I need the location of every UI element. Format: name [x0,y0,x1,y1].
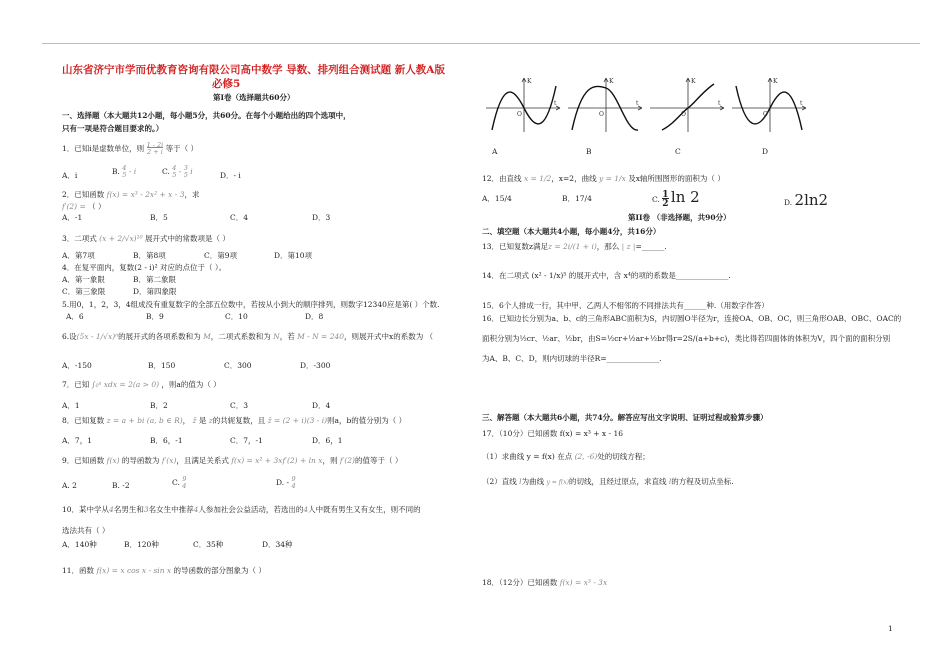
q10-option-d: D．34种 [262,540,293,549]
q7-option-c: C．3 [230,401,249,410]
q5-option-b: B．9 [146,312,164,321]
q10-option-b: B．120种 [124,540,159,549]
q8-stem: 8．已知复数 z = a + bi (a, b ∈ R)， z̄ 是 z的共轭复数，且 z̄ = (2 + i)(3 - i)则a，b的值分别为（ ） [62,416,407,425]
part1-heading: 第Ⅰ卷（选择题共60分） [213,93,295,102]
q2-option-a: A．-1 [62,213,83,222]
axis-t-label: t [800,100,803,107]
graph-label-b: B [586,147,592,156]
q2-option-d: D．3 [312,213,331,222]
q4-stem: 4．在复平面内，复数(2 - i)² 对应的点位于（ ）。 [62,263,227,272]
axis-k-label: K [773,78,778,85]
q12-option-a: A．15/4 [482,194,512,203]
q2-option-b: B．5 [150,213,168,222]
graph-label-c: C [675,147,681,156]
graph-c[interactable] [648,74,728,134]
axis-o-label: O [599,111,604,118]
q9-option-b: B. -2 [112,481,130,490]
q5-stem: 5.用0，1，2，3，4组成没有重复数字的全部五位数中，若按从小到大的顺序排列，则数字12340应是第( ）个数. [62,300,440,309]
axis-o-label: O [763,111,768,118]
q4-option-b: B．第二象限 [133,275,177,284]
q14-stem: 14．在二项式 (x² - 1/x)⁵ 的展开式中，含 x⁴的项的系数是______________. [482,271,731,280]
q9-stem: 9．已知函数 f(x) 的导函数为 f′(x)，且满足关系式 f(x) = x² + 3xf′(2) + ln x，则 f′(2)的值等于（ ） [62,456,403,465]
q6-option-c: C．300 [224,361,252,370]
axis-k-label: K [691,78,696,85]
q10-option-c: C．35种 [193,540,224,549]
q11-stem: 11．函数 f(x) = x cos x - sin x 的导函数的部分图象为（ ） [62,566,266,575]
q12-option-d: D. 2ln2 [784,191,829,209]
q17-stem: 17．（10分）已知函数 f(x) = x³ + x - 16 [482,429,624,438]
q13-stem: 13．已知复数z满足z = 2i/(1 + i)，那么 | z |=______. [482,242,667,251]
section1-heading: 一、选择题（本大题共12小题，每小题5分，共60分。在每个小题给出的四个选项中， [62,111,351,120]
q2-stem: 2．已知函数 f(x) = x³ - 2x² + x - 3，求 [62,190,200,199]
q1-option-c: C. 4 5 - 3 5 i [162,164,193,179]
q5-option-a: A．6 [66,312,84,321]
q3-stem: 3．二项式 (x + 2/√x)¹⁰ 展开式中的常数项是（ ） [62,234,230,243]
axis-o-label: O [681,111,686,118]
q7-option-a: A．1 [62,401,80,410]
axis-t-label: t [718,100,721,107]
q7-option-b: B．2 [150,401,168,410]
graph-b[interactable] [566,74,646,134]
q4-option-a: A．第一象限 [62,275,105,284]
q3-option-d: D．第10项 [274,251,313,260]
graph-d[interactable] [730,74,810,134]
axis-o-label: O [517,111,522,118]
section2-heading: 二、填空题（本大题共4小题，每小题4分，共16分） [482,227,661,236]
section3-heading: 三、解答题（本大题共6小题，共74分。解答应写出文字说明、证明过程或验算步骤） [482,413,768,422]
q17-part1: （1）求曲线 y = f(x) 在点 (2, -6)处的切线方程； [482,452,650,461]
q8-option-b: B．6，-1 [150,436,183,445]
q16-line1: 16．已知边长分别为a、b、c的三角形ABC面积为S，内切圆O半径为r，连接OA、OB、OC，则三角形OAB、OBC、OAC的 [482,314,902,323]
q1-option-d: D．- i [220,171,241,180]
q7-stem: 7．已知 ∫₀ᵃ xdx = 2(a > 0) ，则a的值为（ ） [62,380,221,389]
section1-heading-2: 只有一项是符合题目要求的。） [62,124,164,133]
q5-option-d: D．8 [305,312,324,321]
q12-stem: 12．由直线 x = 1/2，x=2，曲线 y = 1/x 及x轴所围图形的面积为（ ） [482,174,725,183]
q5-option-c: C．10 [225,312,248,321]
page-title-line2: 必修5 [212,78,241,90]
q1-option-b: B. 4 5 - i [112,164,137,179]
axis-t-label: t [554,100,557,107]
q3-option-a: A．第7项 [62,251,95,260]
q6-stem: 6.设(5x - 1/√x)ⁿ的展开式的各项系数和为 M，二项式系数和为 N，若 M - N = 240，则展开式中x的系数为 （ [62,332,434,341]
q16-line3: 为A、B、C、D，则内切球的半径R=______________. [482,354,662,363]
q6-option-b: B．150 [148,361,176,370]
q6-option-d: D．-300 [300,361,331,370]
q10-stem-2: 选法共有（ ） [62,526,110,535]
q12-option-c: C. $\frac{1}{2}$ ln 2 [652,188,700,209]
q12-option-b: B．17/4 [562,194,592,203]
q1-stem: 1．已知i是虚数单位，则 $\frac{1 - 2i}{2 + i}$ 等于（ ） [62,141,199,156]
q7-option-d: D．4 [312,401,331,410]
axis-t-label: t [636,100,639,107]
q10-option-a: A．140种 [62,540,97,549]
page-number: 1 [888,624,893,633]
q9-option-d: D. - 9 4 [276,475,296,490]
graph-a[interactable] [484,74,564,134]
q8-option-a: A．7，1 [62,436,92,445]
q16-line2: 面积分别为½cr、½ar、½br，由S=½cr+½ar+½br得r=2S/(a+b+c)，类比得若四面体的体积为V，四个面的面积分别 [482,334,891,343]
q2-stem-2: f′(2) = （ ） [62,202,106,211]
q10-stem: 10．某中学从4名男生和3名女生中推荐4人参加社会公益活动，若选出的4人中既有男生又有女生，则不同的 [62,505,421,514]
part2-heading: 第II卷 （非选择题，共90分） [628,213,731,222]
axis-k-label: K [527,78,532,85]
q3-option-c: C．第9项 [204,251,238,260]
q3-option-b: B．第8项 [133,251,166,260]
axis-k-label: K [609,78,614,85]
q17-part2: （2）直线 l为曲线 y = f(x)的切线，且经过原点，求直线 l的方程及切点坐标. [482,477,734,486]
q4-option-d: D．第四象限 [133,287,177,296]
q8-option-d: D．6，1 [312,436,343,445]
q6-option-a: A．-150 [62,361,92,370]
q8-option-c: C．7，-1 [230,436,263,445]
graph-label-a: A [492,147,498,156]
q9-option-c: C. 9 4 [172,475,187,490]
graph-label-d: D [762,147,769,156]
q15-stem: 15．6个人排成一行，其中甲、乙两人不相邻的不同排法共有______种.（用数字作答） [482,301,769,310]
q1-option-a: A．i [62,171,78,180]
page-title: 山东省济宁市学而优教育咨询有限公司高中数学 导数、排列组合测试题 新人教A版 [62,64,445,76]
q2-option-c: C．4 [230,213,249,222]
top-rule [42,43,920,44]
q18-stem: 18．（12分）已知函数 f(x) = x³ - 3x [482,578,608,587]
q4-option-c: C．第三象限 [62,287,106,296]
q9-option-a: A. 2 [62,481,77,490]
